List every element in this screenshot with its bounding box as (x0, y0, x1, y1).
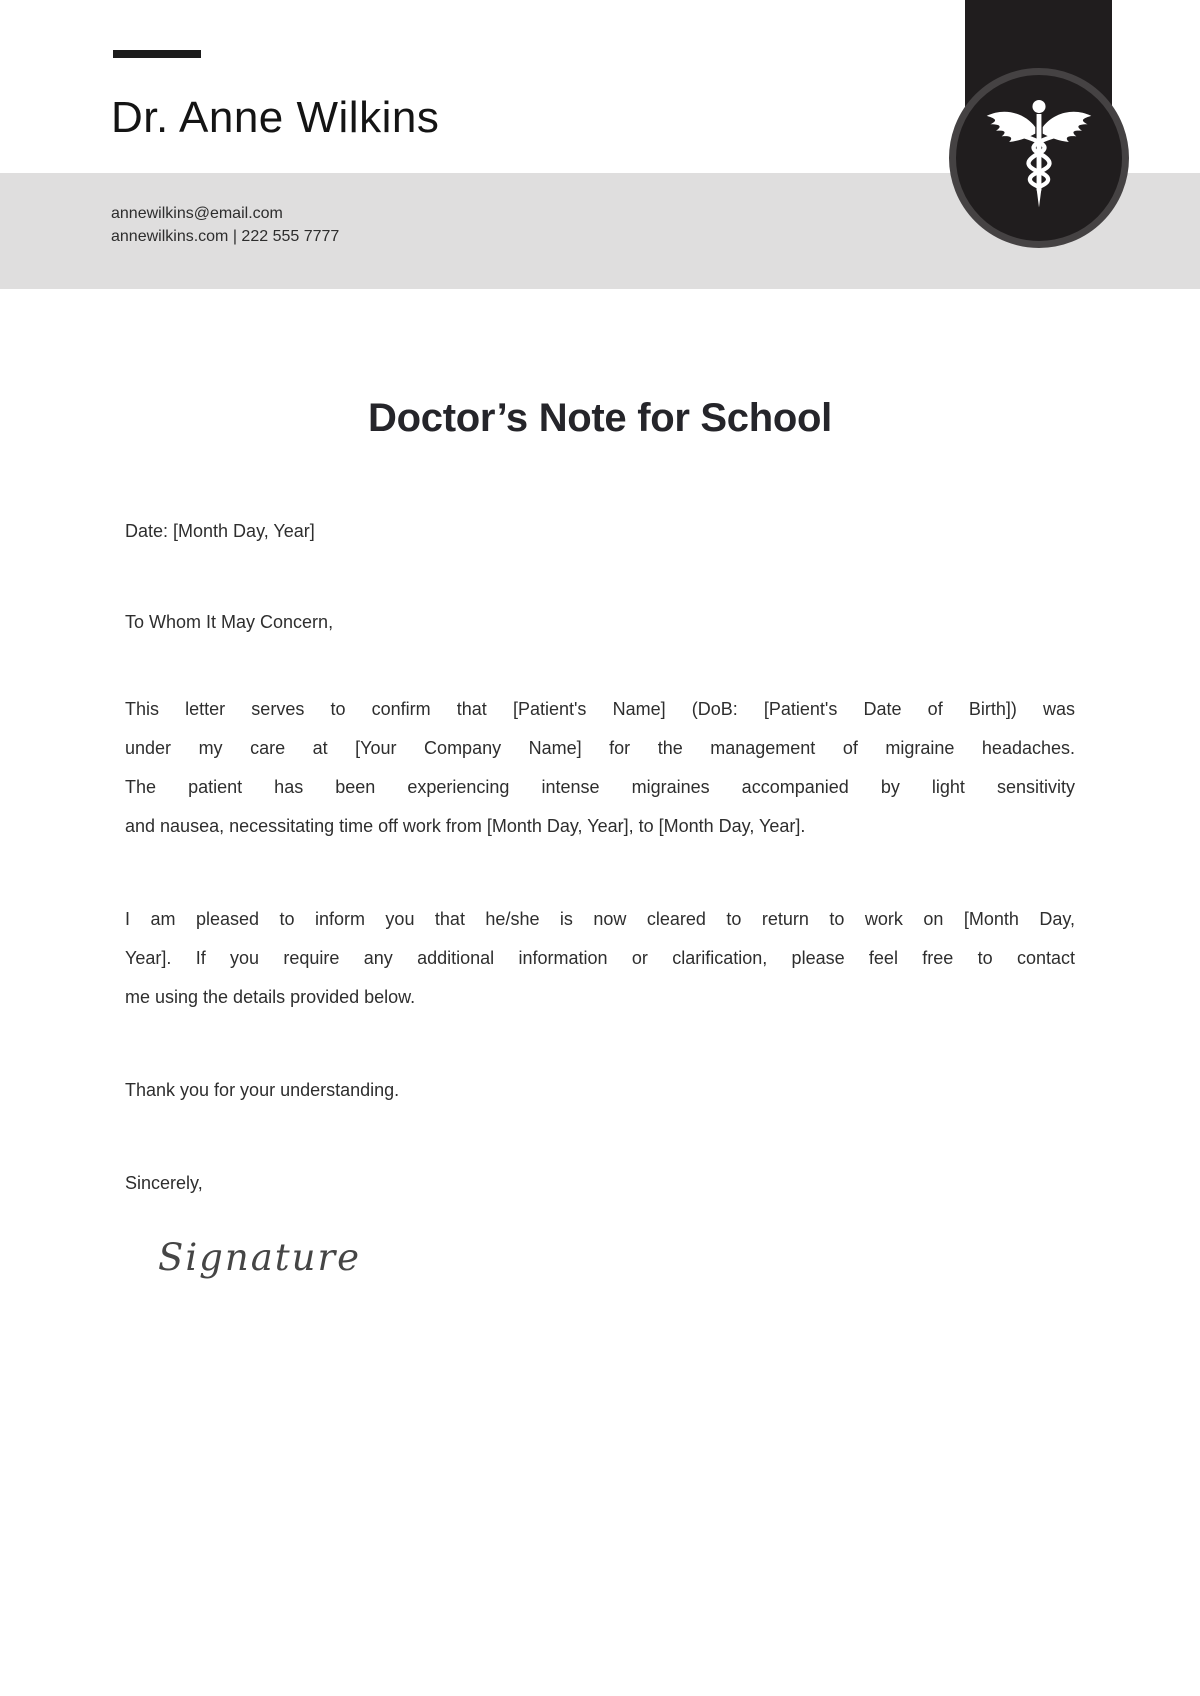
body-paragraph-2 (125, 900, 1075, 1017)
paragraph-line: This letter serves to confirm that [Patient's Name] (DoB: [Patient's Date of Birth]) was (125, 699, 1075, 719)
paragraph-line: The patient has been experiencing intense migraines accompanied by light sensitivity (125, 777, 1075, 797)
signature-script: Signature (158, 1236, 362, 1279)
salutation: To Whom It May Concern, (125, 612, 334, 632)
paragraph-line: me using the details provided below. (125, 987, 416, 1007)
body-paragraph-1 (125, 690, 1075, 846)
accent-bar (113, 50, 201, 58)
contact-email: annewilkins@email.com (111, 205, 283, 222)
caduceus-icon (983, 99, 1095, 217)
page-title: Doctor’s Note for School (368, 396, 832, 440)
date-line: Date: [Month Day, Year] (125, 521, 315, 541)
medical-badge (949, 68, 1129, 248)
paragraph-line: Year]. If you require any additional information or clarification, please feel free to contact (125, 948, 1075, 968)
closing-sincerely: Sincerely, (125, 1173, 203, 1193)
paragraph-line: under my care at [Your Company Name] for the management of migraine headaches. (125, 738, 1075, 758)
paragraph-line: I am pleased to inform you that he/she is now cleared to return to work on [Month Day, (125, 909, 1075, 929)
contact-website-phone: annewilkins.com | 222 555 7777 (111, 228, 340, 245)
paragraph-line: and nausea, necessitating time off work from [Month Day, Year], to [Month Day, Year]. (125, 816, 806, 836)
contact-info (111, 202, 339, 248)
doctor-name: Dr. Anne Wilkins (111, 93, 440, 142)
closing-thanks: Thank you for your understanding. (125, 1080, 400, 1100)
